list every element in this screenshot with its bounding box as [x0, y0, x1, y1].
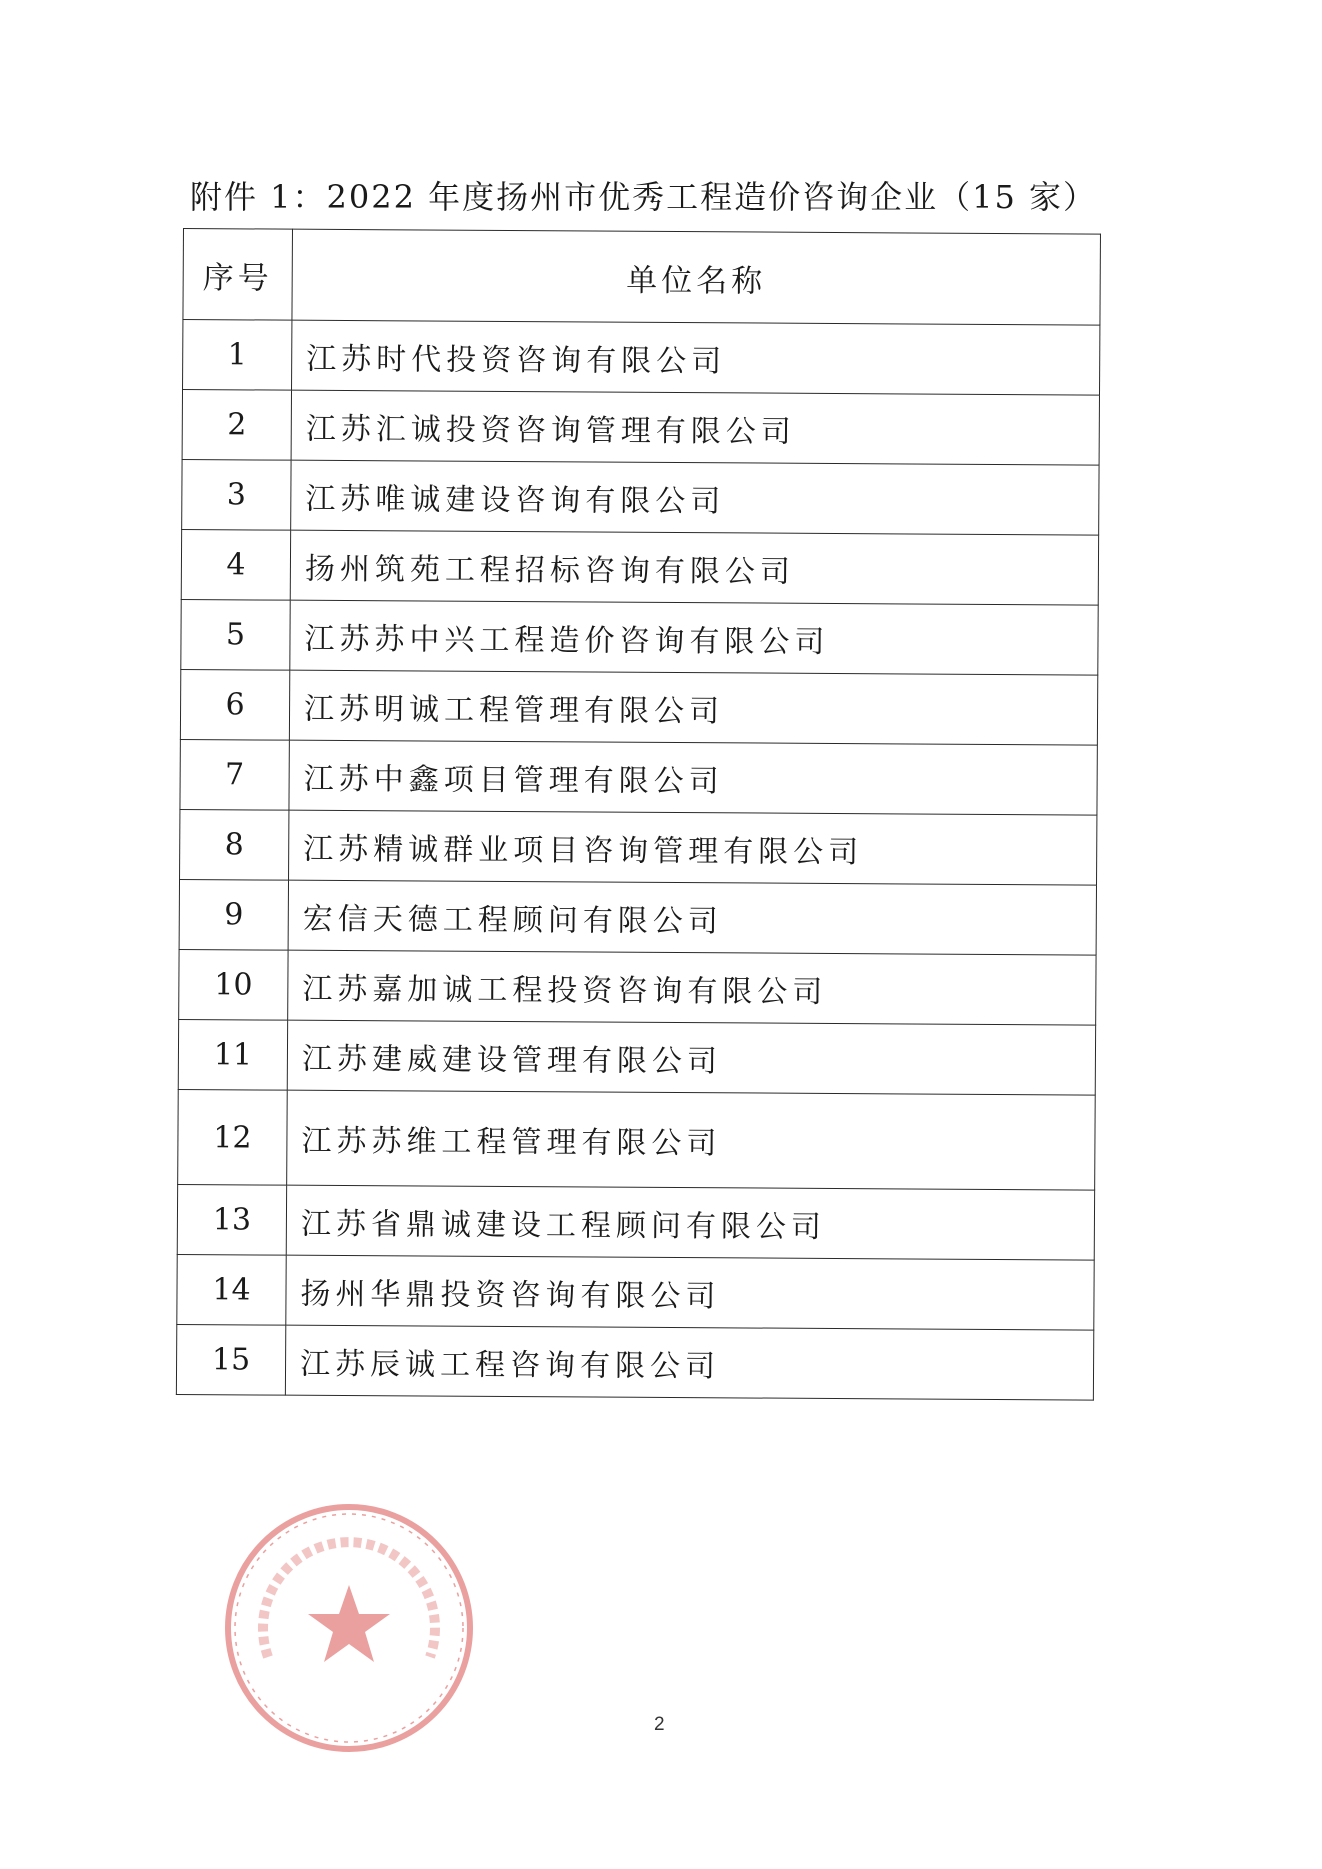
table-header-row: [183, 229, 1101, 326]
table-row: [183, 320, 1100, 396]
row-number: 10: [179, 949, 288, 1020]
table-row: [179, 949, 1096, 1025]
table-row: [182, 459, 1099, 535]
row-number: 6: [180, 669, 289, 740]
company-name: 江苏苏中兴工程造价咨询有限公司: [290, 600, 1098, 675]
row-number: 13: [177, 1184, 286, 1255]
row-number: 12: [178, 1089, 288, 1185]
company-name: 江苏苏维工程管理有限公司: [287, 1090, 1096, 1190]
table-row: [182, 390, 1099, 466]
row-number: 7: [180, 739, 289, 810]
table-row: [181, 529, 1098, 605]
company-name: 江苏嘉加诚工程投资咨询有限公司: [288, 950, 1096, 1025]
header-serial-number: 序号: [183, 229, 293, 321]
row-number: 1: [183, 320, 292, 391]
company-name: 江苏精诚群业项目咨询管理有限公司: [289, 810, 1097, 885]
company-name: 扬州筑苑工程招标咨询有限公司: [290, 530, 1098, 605]
page-number: 2: [654, 1714, 665, 1735]
table-row: [177, 1184, 1094, 1260]
company-name: 江苏明诚工程管理有限公司: [289, 670, 1097, 745]
company-name: 江苏省鼎诚建设工程顾问有限公司: [286, 1185, 1094, 1260]
table-row: [180, 809, 1097, 885]
company-name: 江苏辰诚工程咨询有限公司: [285, 1325, 1093, 1400]
company-table: [176, 228, 1101, 1401]
table-row: [180, 669, 1097, 745]
company-name: 宏信天德工程顾问有限公司: [288, 880, 1096, 955]
row-number: 5: [181, 599, 290, 670]
table-row: [178, 1019, 1095, 1095]
table-row: [179, 879, 1096, 955]
table-row: [180, 739, 1097, 815]
table-row: [178, 1089, 1096, 1190]
table-row: [176, 1324, 1093, 1400]
row-number: 8: [180, 809, 289, 880]
company-name: 江苏建威建设管理有限公司: [287, 1020, 1095, 1095]
company-name: 江苏唯诚建设咨询有限公司: [291, 460, 1099, 535]
company-name: 江苏中鑫项目管理有限公司: [289, 740, 1097, 815]
header-company-name: 单位名称: [292, 229, 1101, 325]
row-number: 14: [177, 1254, 286, 1325]
company-name: 江苏时代投资咨询有限公司: [292, 320, 1100, 395]
row-number: 4: [181, 529, 290, 600]
company-name: 江苏汇诚投资咨询管理有限公司: [291, 390, 1099, 465]
row-number: 2: [182, 390, 291, 461]
company-name: 扬州华鼎投资咨询有限公司: [286, 1255, 1094, 1330]
row-number: 9: [179, 879, 288, 950]
row-number: 11: [178, 1019, 287, 1090]
document-title: 附件 1：2022 年度扬州市优秀工程造价咨询企业（15 家）: [190, 178, 1098, 216]
table-row: [181, 599, 1098, 675]
table-row: [177, 1254, 1094, 1330]
row-number: 15: [176, 1324, 285, 1395]
official-seal-icon: [218, 1497, 480, 1759]
row-number: 3: [182, 459, 291, 530]
